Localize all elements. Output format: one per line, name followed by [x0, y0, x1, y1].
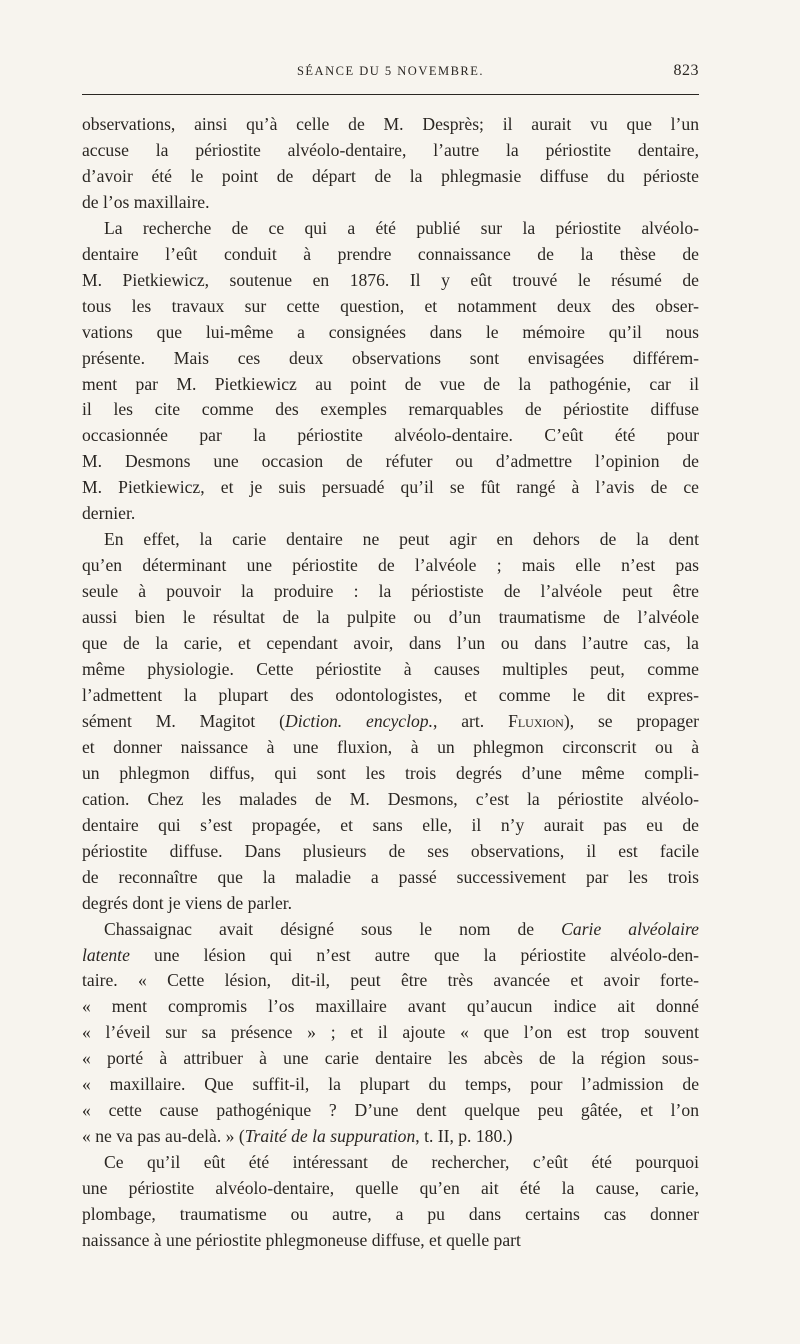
text-line: accuse la périostite alvéolo-dentaire, l’autre la périostite dentaire, — [82, 139, 699, 160]
text-line: une périostite alvéolo-dentaire, quelle qu’en ait été la cause, carie, — [82, 1178, 699, 1199]
text-line: seule à pouvoir la produire : la périostiste de l’alvéole peut être — [82, 581, 699, 602]
running-title: SÉANCE DU 5 NOVEMBRE. — [296, 64, 485, 78]
text-line: « ne va pas au-delà. » (Traité de la suppuration, t. II, p. 180.) — [82, 1126, 513, 1147]
page-number: 823 — [673, 62, 699, 79]
text-line: et donner naissance à une fluxion, à un phlegmon circonscrit ou à — [82, 736, 699, 757]
text-line: tous les travaux sur cette question, et notamment deux des obser- — [82, 295, 699, 316]
text-line: « cette cause pathogénique ? D’une dent quelque peu gâtée, et l’on — [82, 1100, 699, 1121]
text-line: taire. « Cette lésion, dit-il, peut être très avancée et avoir forte- — [82, 970, 699, 991]
text-line: occasionnée par la périostite alvéolo-dentaire. C’eût été pour — [82, 425, 699, 446]
text-line: « ment compromis l’os maxillaire avant qu’aucun indice ait donné — [82, 996, 699, 1017]
header-rule — [82, 94, 699, 95]
text-line: « maxillaire. Que suffit-il, la plupart du temps, pour l’admission de — [82, 1074, 699, 1095]
text-line: degrés dont je viens de parler. — [82, 892, 293, 913]
text-line: même physiologie. Cette périostite à causes multiples peut, comme — [82, 659, 699, 680]
paragraph — [82, 917, 699, 1151]
text-line: présente. Mais ces deux observations sont envisagées différem- — [82, 347, 699, 368]
text-line: l’admettent la plupart des odontologistes, et comme le dit expres- — [82, 684, 699, 705]
text-line: La recherche de ce qui a été publié sur la périostite alvéolo- — [104, 217, 699, 238]
text-line: En effet, la carie dentaire ne peut agir en dehors de la dent — [104, 529, 699, 550]
body-text — [82, 112, 699, 1254]
text-line: un phlegmon diffus, qui sont les trois degrés d’une même compli- — [82, 762, 699, 783]
text-line: M. Pietkiewicz, et je suis persuadé qu’il se fût rangé à l’avis de ce — [82, 477, 699, 498]
text-line: vations que lui-même a consignées dans le mémoire qu’il nous — [82, 321, 699, 342]
text-line: cation. Chez les malades de M. Desmons, c’est la périostite alvéolo- — [82, 788, 699, 809]
text-line: sément M. Magitot (Diction. encyclop., art. Fluxion), se propager — [82, 710, 699, 731]
paragraph — [82, 112, 699, 216]
paragraph — [82, 216, 699, 527]
text-line: dentaire l’eût conduit à prendre connaissance de la thèse de — [82, 243, 699, 264]
text-line: aussi bien le résultat de la pulpite ou d’un traumatisme de l’alvéole — [82, 607, 699, 628]
text-line: d’avoir été le point de départ de la phlegmasie diffuse du périoste — [82, 165, 699, 186]
text-line: plombage, traumatisme ou autre, a pu dans certains cas donner — [82, 1204, 699, 1225]
text-line: Chassaignac avait désigné sous le nom de Carie alvéolaire — [104, 918, 699, 939]
running-head — [82, 58, 699, 88]
text-line: de l’os maxillaire. — [82, 191, 210, 212]
text-line: de reconnaître que la maladie a passé successivement par les trois — [82, 866, 699, 887]
text-line: il les cite comme des exemples remarquables de périostite diffuse — [82, 399, 699, 420]
book-page — [82, 58, 699, 1250]
text-line: qu’en déterminant une périostite de l’alvéole ; mais elle n’est pas — [82, 555, 699, 576]
text-line: naissance à une périostite phlegmoneuse diffuse, et quelle part — [82, 1229, 521, 1250]
text-line: « l’éveil sur sa présence » ; et il ajoute « que l’on est trop souvent — [82, 1022, 699, 1043]
text-line: Ce qu’il eût été intéressant de rechercher, c’eût été pourquoi — [104, 1152, 699, 1173]
text-line: ment par M. Pietkiewicz au point de vue de la pathogénie, car il — [82, 373, 699, 394]
text-line: dentaire qui s’est propagée, et sans elle, il n’y aurait pas eu de — [82, 814, 699, 835]
text-line: M. Desmons une occasion de réfuter ou d’admettre l’opinion de — [82, 451, 699, 472]
text-line: « porté à attribuer à une carie dentaire les abcès de la région sous- — [82, 1048, 699, 1069]
text-line: observations, ainsi qu’à celle de M. Desprès; il aurait vu que l’un — [82, 114, 699, 134]
text-line: que de la carie, et cependant avoir, dans l’un ou dans l’autre cas, la — [82, 633, 699, 654]
paragraph — [82, 527, 699, 916]
text-line: périostite diffuse. Dans plusieurs de ses observations, il est facile — [82, 840, 699, 861]
paragraph — [82, 1150, 699, 1254]
text-line: M. Pietkiewicz, soutenue en 1876. Il y eût trouvé le résumé de — [82, 269, 699, 290]
text-line: latente une lésion qui n’est autre que la périostite alvéolo-den- — [82, 944, 699, 965]
text-line: dernier. — [82, 503, 136, 524]
